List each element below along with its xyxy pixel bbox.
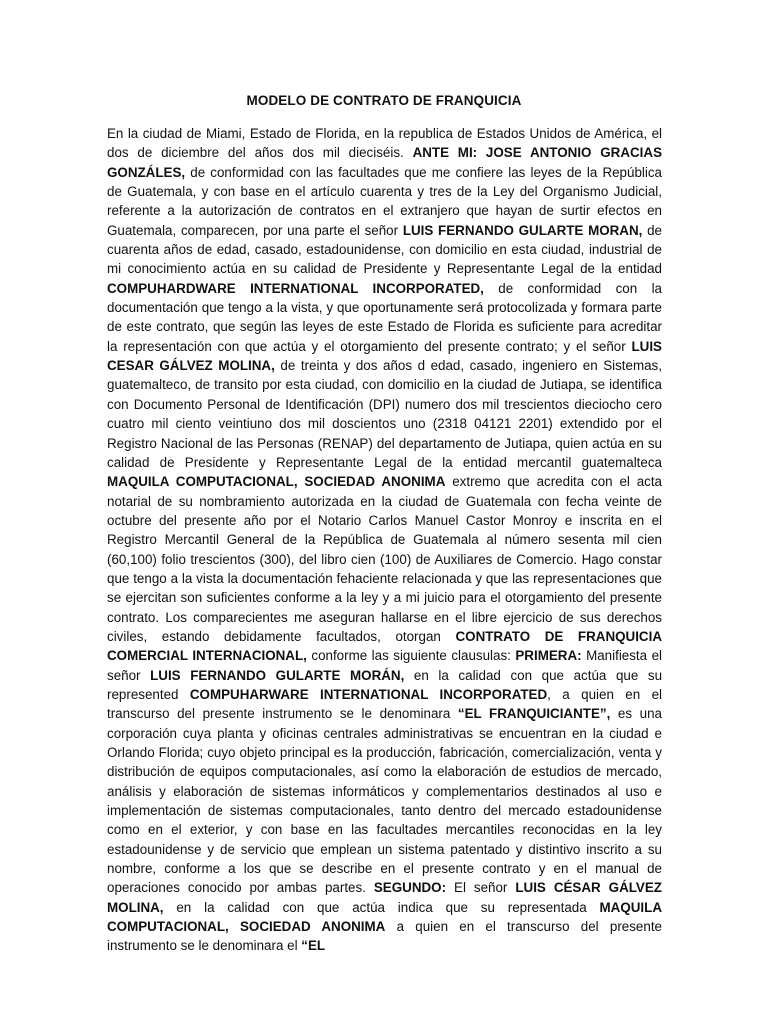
text-segment: extremo que acredita con el acta notarial de su nombramiento autorizada en la ciudad de Guatemala con fecha veinte de octubre del presente año por el Notario Carlos Manuel Castor Monroy e inscrita en el Registro Mercantil General de la República de Guatemala al número sesenta mil cien (60,100) folio trescientos (300), del libro cien (100) de Auxiliares de Comercio. Hago constar que tengo a la vista la documentación fehaciente relacionada y que las representaciones que se ejercitan son suficientes conforme a la ley y a mi juicio para el otorgamiento del presente contrato. Los comparecientes me aseguran hallarse en el libre ejercicio de sus derechos civiles, estando debidamente facultados, otorgan: [107, 474, 663, 644]
text-segment: de conformidad con las facultades que me confiere las leyes de la República de Guatemala, y con base en el artículo cuarenta y tres de la Ley del Organismo Judicial, referente a la autorización de contratos en el extranjero que hayan de surtir efectos en Guatemala, comparecen, por una parte el señor: [107, 164, 662, 238]
contract-body: [107, 124, 662, 956]
text-segment: , a quien en el transcurso del presente instrumento se le denominara: [107, 686, 662, 722]
text-segment: En la ciudad de Miami, Estado de Florida, en la republica de Estados Unidos de América, el dos de diciembre del años dos mil dieciséis.: [107, 126, 662, 161]
text-segment: Manifiesta el señor: [107, 648, 663, 683]
text-segment: en la calidad con que actúa que su represented: [107, 667, 663, 702]
bold-text-segment: MAQUILA COMPUTACIONAL, SOCIEDAD ANONIMA: [107, 899, 662, 935]
text-segment: de conformidad con la documentación que tengo a la vista, y que oportunamente será protocolizada y formara parte de este contrato, que según las leyes de este Estado de Florida es suficiente para acreditar la representación con que actúa y el otorgamiento del presente contrato; y el señor: [107, 280, 662, 354]
bold-text-segment: COMPUHARDWARE INTERNATIONAL INCORPORATED,: [107, 280, 484, 296]
bold-text-segment: “EL FRANQUICIANTE”,: [457, 706, 611, 722]
text-segment: a quien en el transcurso del presente instrumento se le denominara el: [107, 919, 662, 954]
text-segment: es una corporación cuya planta y oficinas centrales administrativas se encuentran en la ciudad e Orlando Florida; cuyo objeto principal es la producción, fabricación, comercialización, venta y distribución de equipos computacionales, así como la elaboración de estudios de mercado, análisis y elaboración de sistemas informáticos y complementarios destinados al uso e implementación de sistemas computacionales, tanto dentro del mercado estadounidense como en el exterior, y con base en las facultades mercantiles reconocidas en la ley estadounidense y de servicio que emplean un sistema patentado y distintivo inscrito a su nombre, conforme a los que se describe en el presente contrato y en el manual de operaciones conocido por ambas partes.: [107, 706, 662, 896]
bold-text-segment: LUIS FERNANDO GULARTE MORAN,: [402, 222, 643, 238]
text-segment: conforme las siguiente clausulas:: [306, 648, 516, 664]
text-segment: de cuarenta años de edad, casado, estadounidense, con domicilio en esta ciudad, industrial de mi conocimiento actúa en su calidad de Presidente y Representante Legal de la entidad: [107, 222, 662, 277]
bold-text-segment: SEGUNDO:: [373, 880, 447, 896]
bold-text-segment: LUIS CESAR GÁLVEZ MOLINA,: [107, 338, 662, 374]
document-title: MODELO DE CONTRATO DE FRANQUICIA: [246, 93, 522, 108]
bold-text-segment: MAQUILA COMPUTACIONAL, SOCIEDAD ANONIMA: [107, 474, 446, 490]
bold-text-segment: CONTRATO DE FRANQUICIA COMERCIAL INTERNACIONAL,: [107, 628, 662, 664]
bold-text-segment: ANTE MI: JOSE ANTONIO GRACIAS GONZÁLES,: [107, 145, 662, 180]
bold-text-segment: COMPUHARWARE INTERNATIONAL INCORPORATED: [189, 686, 548, 702]
text-segment: El señor: [446, 880, 516, 896]
text-segment: en la calidad con que actúa indica que su representada: [163, 899, 600, 915]
text-segment: de treinta y dos años d edad, casado, ingeniero en Sistemas, guatemalteco, de transito por esta ciudad, con domicilio en la ciudad de Jutiapa, se identifica con Documento Personal de Identificación (DPI) numero dos mil trescientos dieciocho cero cuatro mil ciento veintiuno dos mil doscientos uno (2318 04121 2201) extendido por el Registro Nacional de las Personas (RENAP) del departamento de Jutiapa, quien actúa en su calidad de Presidente y Representante Legal de la entidad mercantil guatemalteca: [107, 358, 662, 470]
bold-text-segment: LUIS FERNANDO GULARTE MORÁN,: [150, 667, 405, 683]
bold-text-segment: “EL: [301, 938, 326, 954]
bold-text-segment: LUIS CÉSAR GÁLVEZ MOLINA,: [107, 880, 662, 915]
bold-text-segment: PRIMERA:: [515, 648, 582, 664]
